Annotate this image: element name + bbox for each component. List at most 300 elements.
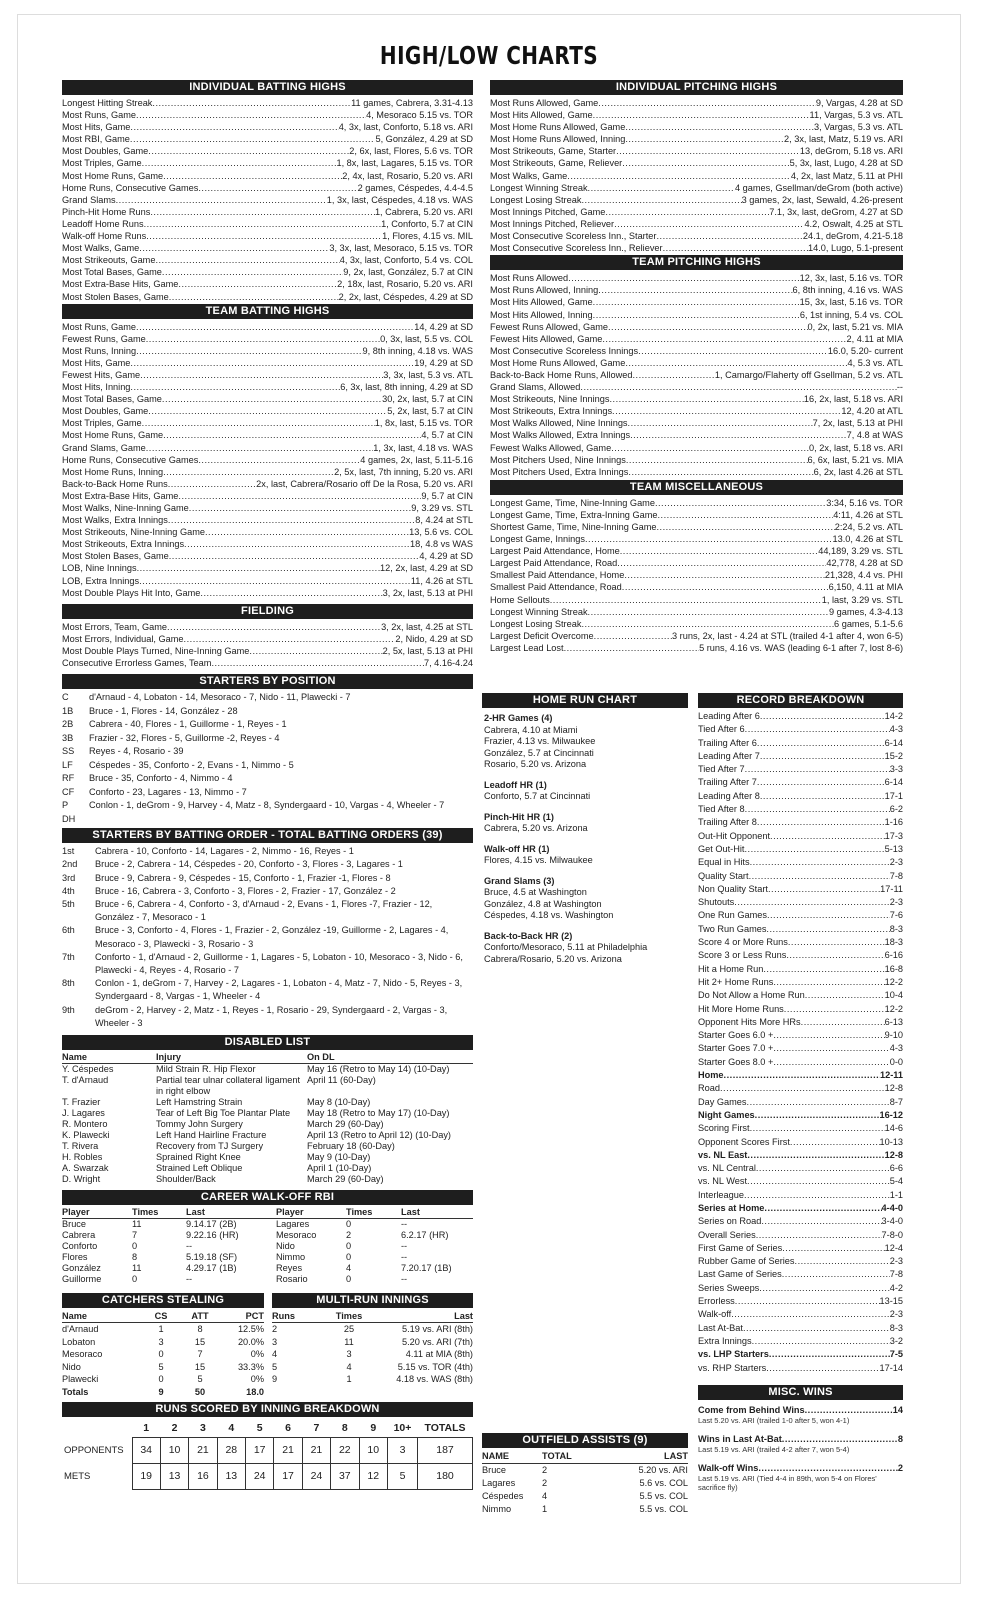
leader-dots	[747, 1149, 884, 1162]
record-value: 3-2	[889, 1335, 903, 1346]
stat-label: Home Runs, Consecutive Games	[62, 454, 199, 465]
table-header	[62, 1310, 264, 1323]
hr-column	[482, 693, 688, 974]
table-cell: 5.5 vs. COL	[639, 1504, 688, 1514]
table-cell: 15	[194, 1336, 206, 1347]
multirun-table	[272, 1310, 473, 1386]
stat-list	[490, 272, 903, 478]
stat-label: Most Strikeouts, Extra Innings	[490, 406, 613, 417]
table-cell: 9	[272, 1374, 278, 1385]
table-cell: February 18 (60-Day)	[307, 1140, 395, 1151]
leader-dots	[620, 545, 818, 557]
position-label: 1B	[62, 705, 74, 716]
table-cell: 4.11 at MIA (8th)	[405, 1349, 473, 1360]
header-row	[482, 1450, 688, 1464]
leader-dots	[593, 109, 810, 121]
inning-cell: 22	[331, 1437, 359, 1463]
misc-win-label: Wins in Last At-Bat	[698, 1433, 782, 1444]
leader-dots	[163, 466, 334, 478]
stat-value: 11, 4.26 at STL	[410, 575, 473, 586]
table-cell: 4	[346, 1361, 352, 1372]
hr-entry: Rosario, 5.20 vs. Arizona	[484, 759, 587, 769]
leader-dots	[731, 1308, 890, 1321]
stat-label: Fewest Walks Allowed, Game	[490, 442, 612, 453]
stat-label: Most Home Runs Allowed, Game	[490, 122, 626, 133]
stat-list	[62, 321, 473, 599]
stat-row	[62, 230, 473, 242]
record-label: Last At-Bat	[698, 1322, 743, 1333]
record-value: 4-4-0	[881, 1202, 903, 1213]
leader-dots	[724, 1069, 880, 1082]
table-cell: 1	[346, 1374, 352, 1385]
leader-dots	[750, 856, 890, 869]
stat-label: Walk-off Home Runs	[62, 231, 147, 242]
stat-row	[490, 133, 903, 145]
stat-row	[62, 369, 473, 381]
record-row	[698, 737, 903, 750]
leader-dots	[142, 417, 375, 429]
table-row	[62, 1361, 264, 1374]
misc-wins-list	[698, 1404, 903, 1492]
record-label: One Run Games	[698, 910, 767, 921]
leader-dots	[136, 321, 414, 333]
table-cell: J. Lagares	[62, 1107, 105, 1118]
table-header	[62, 1207, 473, 1219]
stat-row	[490, 557, 903, 569]
stat-row	[62, 278, 473, 290]
inning-cell: 17	[274, 1463, 302, 1489]
record-row	[698, 1308, 903, 1321]
stat-value: 15, 3x, last, 5.16 vs. TOR	[799, 297, 903, 308]
leader-dots	[585, 533, 833, 545]
stat-label: Fewest Hits Allowed, Game	[490, 333, 603, 344]
stat-value: 1, Camargo/Flaherty off Gsellman, 5.2 vs. ATL	[714, 369, 903, 380]
stat-row	[490, 533, 903, 545]
record-row	[698, 816, 903, 829]
stat-label: Most Hits Allowed, Game	[490, 297, 593, 308]
table-row	[272, 1323, 473, 1336]
leader-dots	[136, 345, 362, 357]
inning-cell: 187	[418, 1437, 473, 1463]
stat-label: LOB, Nine Innings	[62, 563, 137, 574]
table-row	[62, 1348, 264, 1361]
record-label: Hit 2+ Home Runs	[698, 976, 774, 987]
inning-header: 9	[370, 1422, 377, 1435]
stat-value: 1, last, 3.29 vs. STL	[821, 594, 903, 605]
starters-position-list	[62, 691, 473, 826]
stat-row	[62, 429, 473, 441]
misc-win-label: Walk-off Wins	[698, 1462, 759, 1473]
table-cell: 11	[132, 1218, 142, 1229]
table-cell: 0	[346, 1240, 352, 1251]
stat-row	[490, 594, 903, 606]
leader-dots	[745, 763, 890, 776]
table-cell: 8	[197, 1324, 203, 1335]
table-cell: Nido	[276, 1240, 295, 1251]
column-header: TOTAL	[542, 1450, 602, 1464]
record-row	[698, 1335, 903, 1348]
record-value: 8-7	[889, 1096, 903, 1107]
table-header	[482, 1450, 688, 1464]
leader-dots	[614, 218, 804, 230]
leader-dots	[743, 1322, 890, 1335]
stat-value: 4 games, Gsellman/deGrom (both active)	[735, 182, 903, 193]
stat-row	[490, 581, 903, 593]
stat-value: 4, 3x, last, Conforto, 5.18 vs. ARI	[338, 122, 473, 133]
table-cell: 50	[194, 1386, 206, 1397]
batting-order-list	[62, 845, 473, 1030]
stat-row	[490, 194, 903, 206]
stat-row	[62, 562, 473, 574]
record-label: Day Games	[698, 1096, 747, 1107]
stat-value: 2:24, 5.2 vs. ATL	[834, 522, 903, 532]
team-label: METS	[62, 1463, 132, 1489]
leader-dots	[137, 562, 380, 574]
stat-value: 2, 6x, last, Flores, 5.6 vs. TOR	[349, 146, 473, 157]
stat-value: 4, 5.7 at CIN	[421, 430, 473, 441]
record-row	[698, 1255, 903, 1268]
record-value: 5-13	[884, 843, 903, 854]
record-value: 2-3	[889, 897, 903, 908]
record-label: Equal in Hits	[698, 857, 750, 868]
stat-label: Longest Losing Streak	[490, 194, 582, 205]
position-row	[62, 786, 473, 800]
record-label: Overall Series	[698, 1229, 756, 1240]
table-cell: --	[186, 1273, 193, 1284]
stat-row	[62, 345, 473, 357]
right-column	[490, 80, 903, 654]
table-cell: Tommy John Surgery	[156, 1118, 243, 1129]
table-cell: May 9 (10-Day)	[307, 1151, 371, 1162]
order-label: 4th	[62, 885, 75, 896]
record-row	[698, 803, 903, 816]
record-value: 6-6	[889, 1163, 903, 1174]
stat-value: 12, 3x, last, 5.16 vs. TOR	[799, 273, 903, 284]
leader-dots	[588, 606, 829, 618]
leader-dots	[749, 870, 890, 883]
leader-dots	[764, 1202, 881, 1215]
record-label: Opponent Scores First	[698, 1136, 790, 1147]
stat-label: Most Consecutive Scoreless Innings	[490, 345, 639, 356]
leader-dots	[163, 170, 342, 182]
hr-group-title: 2-HR Games (4)	[484, 713, 553, 723]
column-header: Injury	[156, 1052, 307, 1064]
stat-row	[490, 272, 903, 284]
hr-chart-list	[482, 710, 688, 965]
stat-label: Most Walks, Game	[490, 170, 568, 181]
column-header: Runs	[272, 1310, 324, 1323]
position-row	[62, 691, 473, 705]
stat-value: 3 games, 2x, last, Sewald, 4.26-present	[741, 194, 903, 205]
stat-row	[62, 393, 473, 405]
batting-order-row	[62, 1004, 473, 1030]
individual-pitching-section	[490, 80, 903, 254]
column-header: Player	[62, 1207, 132, 1219]
stat-value: 6, 6x, last, 5.21 vs. MIA	[807, 454, 903, 465]
leader-dots	[656, 521, 834, 533]
leader-dots	[744, 1189, 890, 1202]
record-row	[698, 790, 903, 803]
hr-entry: Flores, 4.15 vs. Milwaukee	[484, 855, 593, 865]
stat-row	[62, 417, 473, 429]
table-body	[272, 1323, 473, 1386]
table-row	[62, 1336, 264, 1349]
stat-row	[62, 145, 473, 157]
inning-header: 6	[285, 1422, 291, 1435]
leader-dots	[150, 206, 375, 218]
stat-row	[490, 442, 903, 454]
inning-cell: 19	[132, 1463, 160, 1489]
table-cell: 15	[194, 1361, 206, 1372]
table-cell: 0	[346, 1218, 352, 1229]
team-batting-section	[62, 304, 473, 599]
record-value: 16-12	[879, 1109, 903, 1120]
table-cell: May 18 (Retro to May 17) (10-Day)	[307, 1107, 450, 1118]
table-row	[62, 1230, 473, 1241]
table-cell: 5	[158, 1361, 164, 1372]
stat-value: 9, Vargas, 4.28 at SD	[815, 98, 903, 108]
position-label: SS	[62, 746, 75, 757]
leader-dots	[168, 514, 415, 526]
stat-value: 1, Conforto, 5.7 at CIN	[381, 218, 473, 229]
hr-entry: Conforto/Mesoraco, 5.11 at Philadelphia	[484, 942, 648, 952]
table-row	[62, 1274, 473, 1285]
inning-header: TOTALS	[424, 1422, 466, 1435]
stat-row	[490, 242, 903, 254]
stat-value: 2, 5x, last, 7th inning, 5.20 vs. ARI	[334, 466, 473, 477]
leader-dots	[760, 710, 885, 723]
stat-label: Most RBI, Game	[62, 134, 130, 145]
section-header: HOME RUN CHART	[482, 693, 688, 708]
stat-value: 7.1, 3x, last, deGrom, 4.27 at SD	[769, 206, 903, 217]
table-cell: April 1 (10-Day)	[307, 1162, 372, 1173]
stat-row	[490, 170, 903, 182]
table-row	[62, 1252, 473, 1263]
stat-value: 3, 3x, last, Mesoraco, 5.15 vs. TOR	[329, 243, 473, 254]
inning-cell: 13	[217, 1463, 245, 1489]
leader-dots	[805, 1404, 893, 1416]
record-label: vs. LHP Starters	[698, 1349, 769, 1360]
order-starters: Bruce - 9, Cabrera - 9, Céspedes - 15, Conforto - 1, Frazier -1, Flores - 8	[95, 872, 391, 883]
section-header: STARTERS BY POSITION	[62, 674, 473, 689]
table-cell: --	[186, 1240, 193, 1251]
leader-dots	[148, 405, 387, 417]
leader-dots	[750, 1122, 885, 1135]
leader-dots	[616, 145, 800, 157]
record-row	[698, 936, 903, 949]
leader-dots	[656, 230, 802, 242]
stat-value: 1, Cabrera, 5.20 vs. ARI	[374, 206, 473, 217]
stat-label: Most Hits, Game	[62, 122, 131, 133]
leader-dots	[169, 291, 339, 303]
table-cell: 2	[542, 1478, 548, 1488]
hr-entry: Cabrera, 5.20 vs. Arizona	[484, 823, 588, 833]
table-cell: 0	[158, 1349, 164, 1360]
table-cell: Y. Céspedes	[62, 1063, 114, 1074]
record-value: 2-3	[889, 1309, 903, 1320]
table-cell: March 29 (60-Day)	[307, 1118, 384, 1129]
leader-dots	[249, 645, 382, 657]
inning-cell: 180	[418, 1463, 473, 1489]
record-value: 7-8	[889, 1269, 903, 1280]
stat-row	[490, 296, 903, 308]
leader-dots	[602, 333, 846, 345]
record-label: Non Quality Start	[698, 883, 768, 894]
column-header: PCT	[224, 1310, 264, 1323]
stat-value: 3:34, 5.16 vs. TOR	[826, 497, 903, 508]
stat-value: 6, 2x, last 4.26 at STL	[813, 466, 903, 477]
table-cell: 7.20.17 (1B)	[401, 1262, 452, 1273]
order-starters: Cabrera - 10, Conforto - 14, Lagares - 2, Nimmo - 16, Reyes - 1	[95, 846, 354, 857]
record-row	[698, 1109, 903, 1122]
record-label: Starter Goes 7.0 +	[698, 1043, 774, 1054]
record-row	[698, 1229, 903, 1242]
batting-order-row	[62, 858, 473, 871]
stat-label: Grand Slams, Allowed	[490, 382, 581, 393]
record-row	[698, 976, 903, 989]
hr-group-title: Walk-off HR (1)	[484, 843, 550, 854]
stat-row	[62, 478, 473, 490]
table-row	[62, 1163, 473, 1174]
leader-dots	[757, 776, 885, 789]
leader-dots	[625, 121, 814, 133]
individual-batting-section	[62, 80, 473, 303]
catchers-section	[62, 1293, 264, 1399]
stat-row	[490, 405, 903, 417]
leader-dots	[757, 816, 885, 829]
table-body	[62, 1063, 473, 1185]
leader-dots	[116, 194, 327, 206]
record-label: Tied After 8	[698, 804, 745, 815]
record-row	[698, 1029, 903, 1042]
stat-row	[490, 218, 903, 230]
table-cell: 25	[343, 1324, 355, 1335]
starters-position-section	[62, 674, 473, 826]
stat-value: 3, Vargas, 5.3 vs. ATL	[813, 122, 903, 133]
position-row	[62, 759, 473, 773]
record-label: Shutouts	[698, 897, 735, 908]
section-header: CAREER WALK-OFF RBI	[62, 1190, 473, 1205]
stat-value: 30, 2x, last, 5.7 at CIN	[382, 394, 473, 405]
leader-dots	[632, 369, 714, 381]
position-starters: Reyes - 4, Rosario - 39	[89, 746, 184, 757]
header-row	[272, 1310, 473, 1323]
record-row	[698, 776, 903, 789]
position-row	[62, 772, 473, 786]
hr-group-title: Leadoff HR (1)	[484, 779, 547, 790]
leader-dots	[761, 1215, 881, 1228]
walkoff-section	[62, 1190, 473, 1285]
record-value: 14-2	[884, 711, 903, 721]
table-cell: Nimmo	[276, 1251, 306, 1262]
order-starters: Bruce - 6, Cabrera - 4, Conforto - 3, d'Arnaud - 2, Evans - 1, Flores -7, Frazier - 12, González - 7, Mesoraco - 1	[95, 898, 433, 923]
column-header: Last	[374, 1310, 473, 1323]
record-value: 12-4	[884, 1242, 903, 1253]
leader-dots	[767, 909, 890, 922]
order-label: 9th	[62, 1004, 75, 1015]
stat-label: Most Walks, Nine-Inning Game	[62, 503, 189, 513]
leader-dots	[580, 381, 896, 393]
leader-dots	[130, 133, 376, 145]
position-label: C	[62, 692, 69, 703]
batting-order-row	[62, 872, 473, 885]
record-label: Trailing After 6	[698, 737, 757, 748]
leader-dots	[152, 97, 351, 109]
column-header: On DL	[307, 1052, 473, 1064]
stat-label: Longest Game, Innings	[490, 534, 585, 545]
page-title: HIGH/LOW CHARTS	[379, 41, 599, 70]
table-cell: Guillorme	[62, 1273, 102, 1284]
stat-value: 2x, last, Cabrera/Rosario off De la Rosa, 5.20 vs. ARI	[256, 478, 473, 489]
stat-value: 0, 2x, last, 5.21 vs. MIA	[807, 321, 903, 332]
table-cell: 5.19 vs. ARI (8th)	[402, 1324, 473, 1335]
leader-dots	[658, 509, 834, 521]
section-header: STARTERS BY BATTING ORDER - TOTAL BATTING ORDERS (39)	[62, 828, 473, 843]
table-row	[272, 1373, 473, 1386]
table-cell: Recovery from TJ Surgery	[156, 1140, 264, 1151]
totals-row	[62, 1386, 264, 1399]
record-row	[698, 723, 903, 736]
stat-value: 44,189, 3.29 vs. STL	[818, 546, 903, 557]
leader-dots	[178, 278, 337, 290]
position-starters: Bruce - 1, Flores - 14, González - 28	[89, 705, 238, 716]
stat-label: Most Hits Allowed, Game	[490, 110, 593, 121]
record-row	[698, 1202, 903, 1215]
stat-value: 11 games, Cabrera, 3.31-4.13	[351, 98, 473, 108]
table-cell: Rosario	[276, 1273, 308, 1284]
record-value: 17-14	[879, 1362, 903, 1373]
record-label: Starter Goes 6.0 +	[698, 1030, 774, 1041]
position-starters	[89, 813, 473, 827]
section-header: TEAM MISCELLANEOUS	[490, 480, 903, 495]
record-label: Road	[698, 1083, 720, 1094]
leader-dots	[735, 1295, 880, 1308]
stat-row	[62, 121, 473, 133]
stat-value: 9, 5.7 at CIN	[421, 490, 473, 501]
position-starters: Conforto - 23, Lagares - 13, Nimmo - 7	[89, 786, 247, 797]
record-value: 13-15	[879, 1296, 903, 1307]
stat-value: 2, 2x, last, Céspedes, 4.29 at SD	[338, 291, 473, 302]
table-row	[62, 1108, 473, 1119]
stat-label: Most Home Runs, Game	[62, 430, 164, 441]
leader-dots	[795, 1255, 890, 1268]
stat-label: Longest Losing Streak	[490, 618, 582, 629]
leader-dots	[758, 1462, 898, 1474]
leader-dots	[756, 1229, 882, 1242]
stat-label: Most Consecutive Scoreless Inn., Reliever	[490, 243, 663, 254]
hr-entry: Bruce, 4.5 at Washington	[484, 887, 587, 897]
record-label: Extra Innings	[698, 1335, 752, 1346]
hr-entry: Céspedes, 4.18 vs. Washington	[484, 910, 614, 920]
misc-win-value: 8	[897, 1433, 903, 1444]
position-starters: Bruce - 35, Conforto - 4, Nimmo - 4	[89, 773, 233, 784]
table-cell: --	[401, 1251, 408, 1262]
table-row	[62, 1323, 264, 1336]
leader-dots	[594, 630, 672, 642]
stat-label: Most Total Bases, Game	[62, 267, 162, 278]
stat-label: Back-to-Back Home Runs	[62, 478, 168, 489]
stat-label: Most Total Bases, Game	[62, 394, 162, 405]
batting-order-row	[62, 898, 473, 924]
table-cell: 6.2.17 (HR)	[401, 1229, 449, 1240]
record-label: vs. NL Central	[698, 1163, 756, 1174]
position-label: 3B	[62, 732, 74, 743]
record-row	[698, 1268, 903, 1281]
stat-label: Most Innings Pitched, Game	[490, 206, 606, 217]
record-label: Trailing After 8	[698, 817, 757, 828]
stat-value: 5, González, 4.29 at SD	[375, 134, 473, 145]
stat-label: Most Walks, Game	[62, 243, 140, 254]
